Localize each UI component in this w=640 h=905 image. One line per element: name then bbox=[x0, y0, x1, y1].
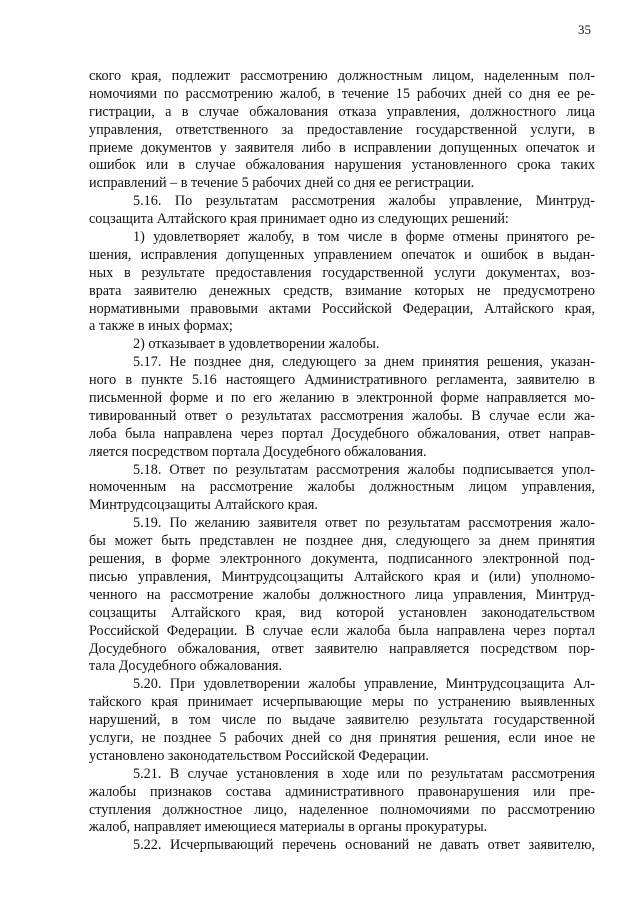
text-line: 5.21. В случае установления в ходе или по результатам рассмотрения bbox=[133, 765, 595, 782]
text-line: тивированный ответ о результатах рассмотрения жалобы. В случае если жа- bbox=[89, 407, 595, 424]
text-line: ченного на рассмотрение жалобы должностного лица управления, Минтруд- bbox=[89, 586, 595, 603]
text-line: бы может быть представлен не позднее дня, следующего за днем принятия bbox=[89, 533, 595, 550]
text-line: 2) отказывает в удовлетворении жалобы. bbox=[133, 336, 380, 353]
text-line: Российской Федерации. В случае если жалоба была направлена через портал bbox=[89, 622, 595, 639]
text-line: тала Досудебного обжалования. bbox=[89, 658, 283, 675]
text-line: ошибок или в случае обжалования нарушения установленного срока таких bbox=[89, 157, 595, 174]
text-line: жалобы признаков состава административного правонарушения или пре- bbox=[89, 783, 595, 800]
text-line: номочиями по рассмотрению жалоб, в течение 15 рабочих дней со дня ее ре- bbox=[89, 85, 595, 102]
text-line: управления, ответственного за предоставление государственной услуги, в bbox=[89, 121, 595, 138]
text-line: установлено законодательством Российской Федерации. bbox=[89, 747, 429, 764]
text-line: приеме документов у заявителя либо в исправлении допущенных опечаток и bbox=[89, 139, 595, 156]
text-line: ных в результате предоставления государственной услуги документах, воз- bbox=[89, 264, 595, 281]
text-line: 5.18. Ответ по результатам рассмотрения жалобы подписывается упол- bbox=[133, 461, 595, 478]
text-line: номоченным на рассмотрение жалобы должностным лицом управления, bbox=[89, 479, 595, 496]
text-line: услуги, не позднее 5 рабочих дней со дня принятия решения, если иное не bbox=[89, 729, 595, 746]
text-line: лоба была направлена через портал Досудебного обжалования, ответ направ- bbox=[89, 425, 595, 442]
text-line: решения, в форме электронного документа, подписанного электронной под- bbox=[89, 551, 595, 568]
text-line: 5.17. Не позднее дня, следующего за днем принятия решения, указан- bbox=[133, 354, 595, 371]
text-line: ляется посредством портала Досудебного обжалования. bbox=[89, 443, 427, 460]
text-line: врата заявителю денежных средств, взимание которых не предусмотрено bbox=[89, 282, 595, 299]
text-line: 5.20. При удовлетворении жалобы управление, Минтрудсоцзащита Ал- bbox=[133, 676, 595, 693]
text-line: 5.19. По желанию заявителя ответ по результатам рассмотрения жало- bbox=[133, 515, 595, 532]
text-line: 5.16. По результатам рассмотрения жалобы управление, Минтруд- bbox=[133, 193, 595, 210]
text-line: Досудебного обжалования, ответ заявителю направляется посредством пор- bbox=[89, 640, 595, 657]
text-line: ного в пункте 5.16 настоящего Административного регламента, заявителю в bbox=[89, 372, 595, 389]
text-line: письменной форме и по его желанию в электронной форме направляется мо- bbox=[89, 390, 595, 407]
text-line: соцзащиты Алтайского края, вид которой установлен законодательством bbox=[89, 604, 595, 621]
text-line: исправлений – в течение 5 рабочих дней со дня ее регистрации. bbox=[89, 175, 475, 192]
text-line: Минтрудсоцзащиты Алтайского края. bbox=[89, 497, 318, 514]
text-line: писью управления, Минтрудсоцзащиты Алтайского края и (или) уполномо- bbox=[89, 568, 595, 585]
text-line: шения, исправления допущенных управлением опечаток и ошибок в выдан- bbox=[89, 246, 595, 263]
text-line: нормативными правовыми актами Российской Федерации, Алтайского края, bbox=[89, 300, 595, 317]
text-line: 1) удовлетворяет жалобу, в том числе в форме отмены принятого ре- bbox=[133, 229, 595, 246]
text-line: ступления должностное лицо, наделенное полномочиями по рассмотрению bbox=[89, 801, 595, 818]
text-line: гистрации, а в случае обжалования отказа управления, должностного лица bbox=[89, 103, 595, 120]
page-number: 35 bbox=[578, 22, 591, 37]
text-line: тайского края принимает исчерпывающие меры по устранению выявленных bbox=[89, 694, 595, 711]
text-line: ского края, подлежит рассмотрению должностным лицом, наделенным пол- bbox=[89, 68, 595, 84]
document-body bbox=[89, 68, 595, 855]
text-line: 5.22. Исчерпывающий перечень оснований не давать ответ заявителю, bbox=[133, 837, 595, 854]
text-line: соцзащита Алтайского края принимает одно из следующих решений: bbox=[89, 211, 509, 228]
text-line: жалоб, направляет имеющиеся материалы в органы прокуратуры. bbox=[89, 819, 488, 836]
text-line: нарушений, в том числе по выдаче заявителю результата государственной bbox=[89, 712, 595, 729]
text-line: а также в иных формах; bbox=[89, 318, 233, 335]
